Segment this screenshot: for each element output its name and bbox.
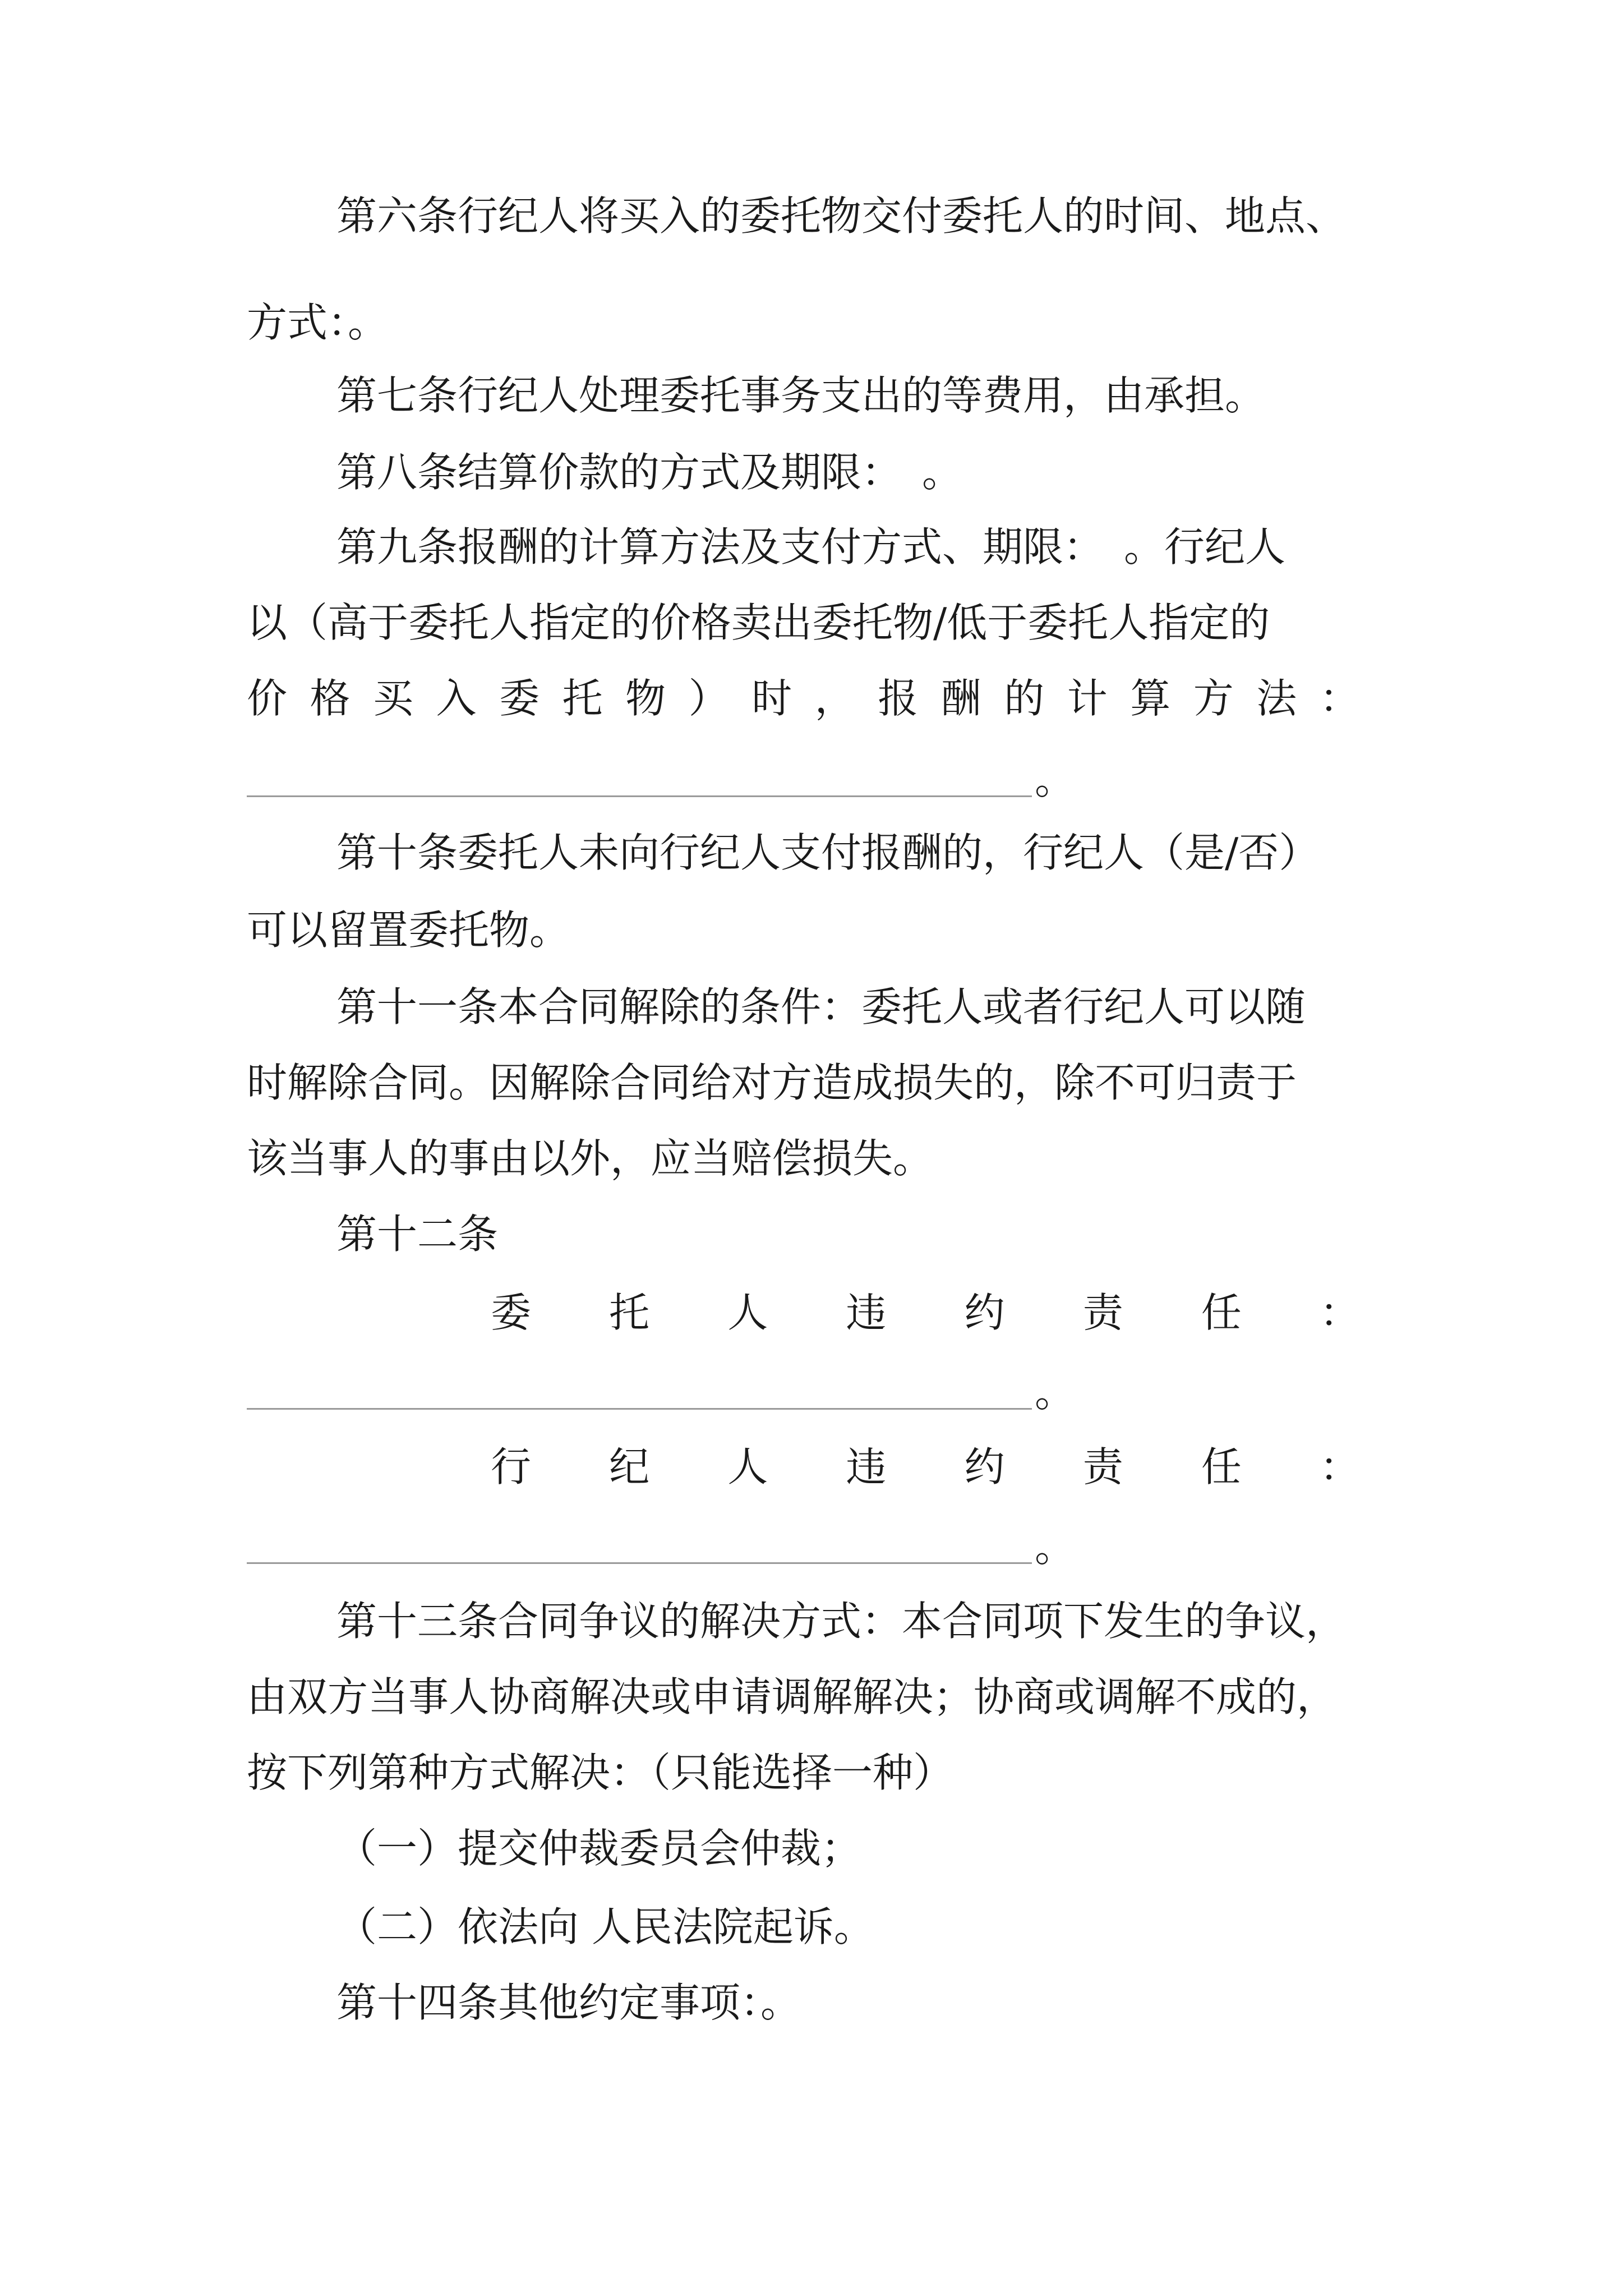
article9-char: 计 [1067, 675, 1108, 722]
article9-char: 价 [247, 675, 288, 722]
article12-client-liability [491, 1285, 1360, 1341]
article12-agent-char: 行 [491, 1443, 532, 1490]
article12-client-char: 托 [609, 1289, 650, 1336]
article12-agent-blank-line [247, 1562, 1032, 1564]
article7: 第七条行纪人处理委托事务支出的等费用，由承担。 [336, 372, 1266, 419]
article9-char: 入 [436, 675, 477, 722]
article9-char: ） [688, 675, 729, 722]
article9-line4-end: 。 [1035, 756, 1076, 803]
article10-line1: 第十条委托人未向行纪人支付报酬的，行纪人（是/否） [336, 829, 1320, 876]
article12-agent-char: 任 [1201, 1443, 1242, 1490]
article9-char: 托 [562, 675, 603, 722]
article12-client-char: 任 [1201, 1289, 1242, 1336]
article9-line3 [247, 670, 1360, 726]
article12-client-blank-line [247, 1408, 1032, 1410]
article12-agent-char: 人 [727, 1443, 768, 1490]
article12-agent-char: 约 [964, 1443, 1005, 1490]
article12-agent-liability [491, 1439, 1360, 1495]
article11-line2: 时解除合同。因解除合同给对方造成损失的，除不可归责于 [247, 1059, 1297, 1106]
article6-line2: 方式：。 [247, 299, 389, 346]
article12-client-char: 约 [964, 1289, 1005, 1336]
article12-agent-end: 。 [1035, 1524, 1076, 1571]
article12-client-char: ： [1319, 1289, 1360, 1336]
article9-blank-line [247, 795, 1032, 797]
article9-char: 酬 [940, 675, 981, 722]
article13-line1: 第十三条合同争议的解决方式：本合同项下发生的争议， [336, 1598, 1347, 1645]
article13-line2: 由双方当事人协商解决或申请调解解决；协商或调解不成的， [247, 1673, 1338, 1720]
article9-char: 方 [1193, 675, 1234, 722]
article9-char: 时 [751, 675, 792, 722]
article12-agent-char: 违 [846, 1443, 887, 1490]
article9-char: ： [1319, 675, 1360, 722]
article9-char: 委 [499, 675, 540, 722]
article11-line1: 第十一条本合同解除的条件：委托人或者行纪人可以随 [336, 983, 1306, 1030]
article14: 第十四条其他约定事项：。 [336, 1979, 801, 2026]
article13-option2: （二）依法向 人民法院起诉。 [336, 1903, 874, 1950]
article12-agent-char: 责 [1082, 1443, 1123, 1490]
article10-line2: 可以留置委托物。 [247, 907, 570, 954]
article9-char: 算 [1130, 675, 1171, 722]
article9-char: ， [814, 675, 855, 722]
article13-line3: 按下列第种方式解决：（只能选择一种） [247, 1749, 954, 1796]
article9-char: 格 [310, 675, 351, 722]
article13-option1: （一）提交仲裁委员会仲裁； [336, 1825, 862, 1872]
article8: 第八条结算价款的方式及期限： 。 [336, 449, 963, 496]
article12-client-end: 。 [1035, 1369, 1076, 1416]
article12-client-char: 违 [846, 1289, 887, 1336]
article9-line2: 以（高于委托人指定的价格卖出委托物/低于委托人指定的 [247, 599, 1270, 646]
article9-char: 的 [1004, 675, 1045, 722]
article9-char: 物 [625, 675, 666, 722]
article6-line1: 第六条行纪人将买入的委托物交付委托人的时间、地点、 [336, 192, 1347, 240]
article9-line1: 第九条报酬的计算方法及支付方式、期限： 。行纪人 [336, 523, 1286, 570]
article12-agent-char: 纪 [609, 1443, 650, 1490]
article12-agent-char: ： [1319, 1443, 1360, 1490]
article12-title: 第十二条 [336, 1211, 499, 1258]
article12-client-char: 人 [727, 1289, 768, 1336]
article11-line3: 该当事人的事由以外，应当赔偿损失。 [247, 1135, 934, 1182]
article9-char: 法 [1256, 675, 1297, 722]
article9-char: 买 [373, 675, 414, 722]
article12-client-char: 委 [491, 1289, 532, 1336]
article12-client-char: 责 [1082, 1289, 1123, 1336]
article9-char: 报 [878, 675, 919, 722]
